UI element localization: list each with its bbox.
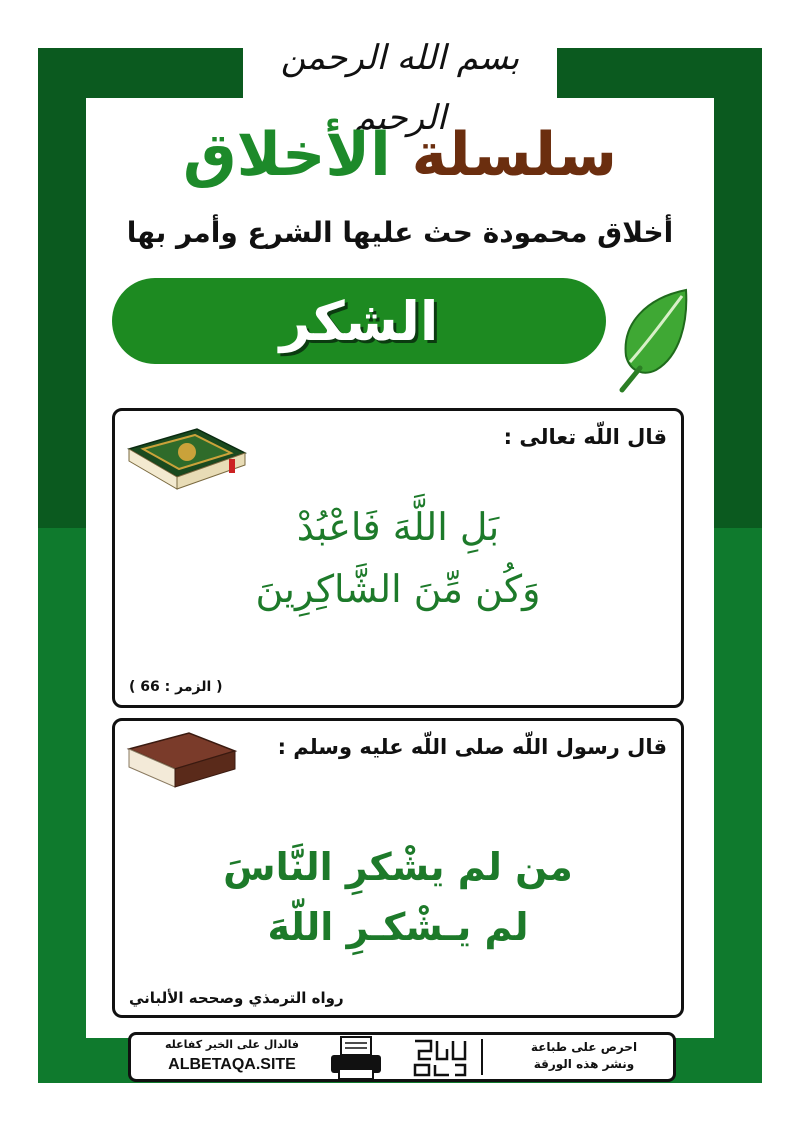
logo-mark	[411, 1037, 469, 1079]
leaf-icon	[616, 286, 692, 394]
hadith-source: رواه الترمذي وصححه الألباني	[129, 989, 344, 1007]
hadith-intro: قال رسول اللّه صلى اللّه عليه وسلم :	[277, 735, 667, 759]
footer-print-line2: ونشر هذه الورقة	[533, 1057, 635, 1071]
series-title	[86, 110, 714, 200]
verse-line: بَلِ اللَّهَ فَاعْبُدْ	[296, 505, 500, 549]
footer-bar	[128, 1032, 676, 1082]
footer-tagline: فالدال على الخير كفاعله	[164, 1038, 300, 1051]
subtitle: أخلاق محمودة حث عليها الشرع وأمر بها	[126, 216, 674, 249]
footer-divider	[481, 1039, 483, 1075]
quran-book-icon	[125, 419, 249, 493]
footer-print-note	[509, 1039, 659, 1073]
quran-card	[112, 408, 684, 708]
verse-reference: ( الزمر : 66 )	[129, 679, 223, 695]
hadith-line: لم يـشْكـرِ اللّهَ	[267, 905, 529, 949]
topic-title: الشكر	[279, 289, 439, 353]
hadith-card	[112, 718, 684, 1018]
verse-line: وَكُن مِّنَ الشَّاكِرِينَ	[255, 567, 541, 611]
hadith-line: من لم يشْكرِ النَّاسَ	[223, 845, 573, 889]
topic-banner	[112, 278, 606, 364]
quran-intro: قال اللّه تعالى :	[503, 425, 667, 449]
series-title-word1: سلسلة	[411, 120, 617, 190]
book-icon	[125, 727, 239, 791]
printer-icon	[327, 1035, 385, 1081]
series-title-word2: الأخلاق	[182, 120, 391, 190]
basmala: بسم الله الرحمن الرحيم	[280, 38, 520, 138]
footer-print-line1: احرص على طباعة	[530, 1040, 638, 1054]
site-link[interactable]: ALBETAQA.SITE	[168, 1056, 296, 1073]
